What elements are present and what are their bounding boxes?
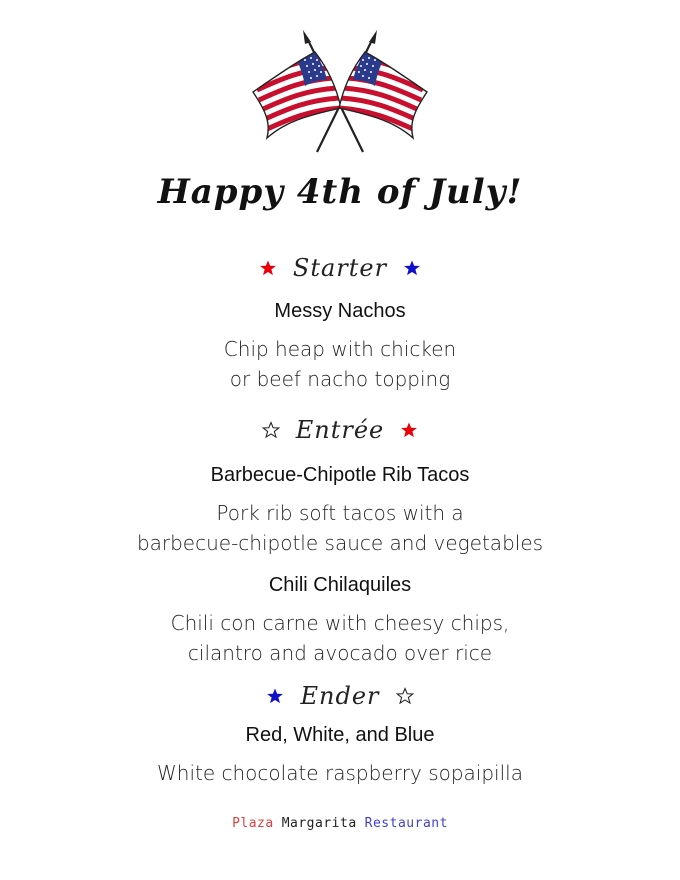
red-star-icon (400, 421, 418, 439)
blue-star-icon (403, 259, 421, 277)
menu-item-desc-line: White chocolate raspberry sopaipilla (157, 761, 523, 785)
menu-item-desc-line: or beef nacho topping (229, 367, 451, 391)
section-header-starter (0, 254, 680, 282)
menu-item-desc-line: Pork rib soft tacos with a (216, 501, 464, 525)
menu-item-name: Chili Chilaquiles (268, 574, 412, 596)
section-title: Ender (300, 682, 380, 710)
section-header-entree (0, 416, 680, 444)
section-title: Entrée (295, 416, 385, 444)
section-title: Starter (292, 254, 388, 282)
menu-item-name: Barbecue-Chipotle Rib Tacos (210, 464, 470, 486)
outline-star-icon (396, 687, 414, 705)
footer-word-margarita: Margarita (281, 816, 357, 831)
outline-star-icon (262, 421, 280, 439)
blue-star-icon (266, 687, 284, 705)
section-header-ender (0, 682, 680, 710)
page-title: Happy 4th of July! (157, 172, 523, 212)
menu-item-desc-line: barbecue-chipotle sauce and vegetables (136, 531, 544, 555)
menu-item-name: Red, White, and Blue (245, 724, 435, 746)
footer-word-plaza: Plaza (232, 816, 274, 831)
footer-word-restaurant: Restaurant (364, 816, 448, 831)
menu-item-desc-line: Chip heap with chicken (223, 337, 457, 361)
restaurant-name-footer (0, 816, 680, 831)
red-star-icon (259, 259, 277, 277)
menu-item-desc-line: cilantro and avocado over rice (187, 641, 493, 665)
menu-item-desc-line: Chili con carne with cheesy chips, (170, 611, 510, 635)
crossed-american-flags-icon (245, 30, 435, 158)
menu-item-name: Messy Nachos (274, 300, 406, 322)
